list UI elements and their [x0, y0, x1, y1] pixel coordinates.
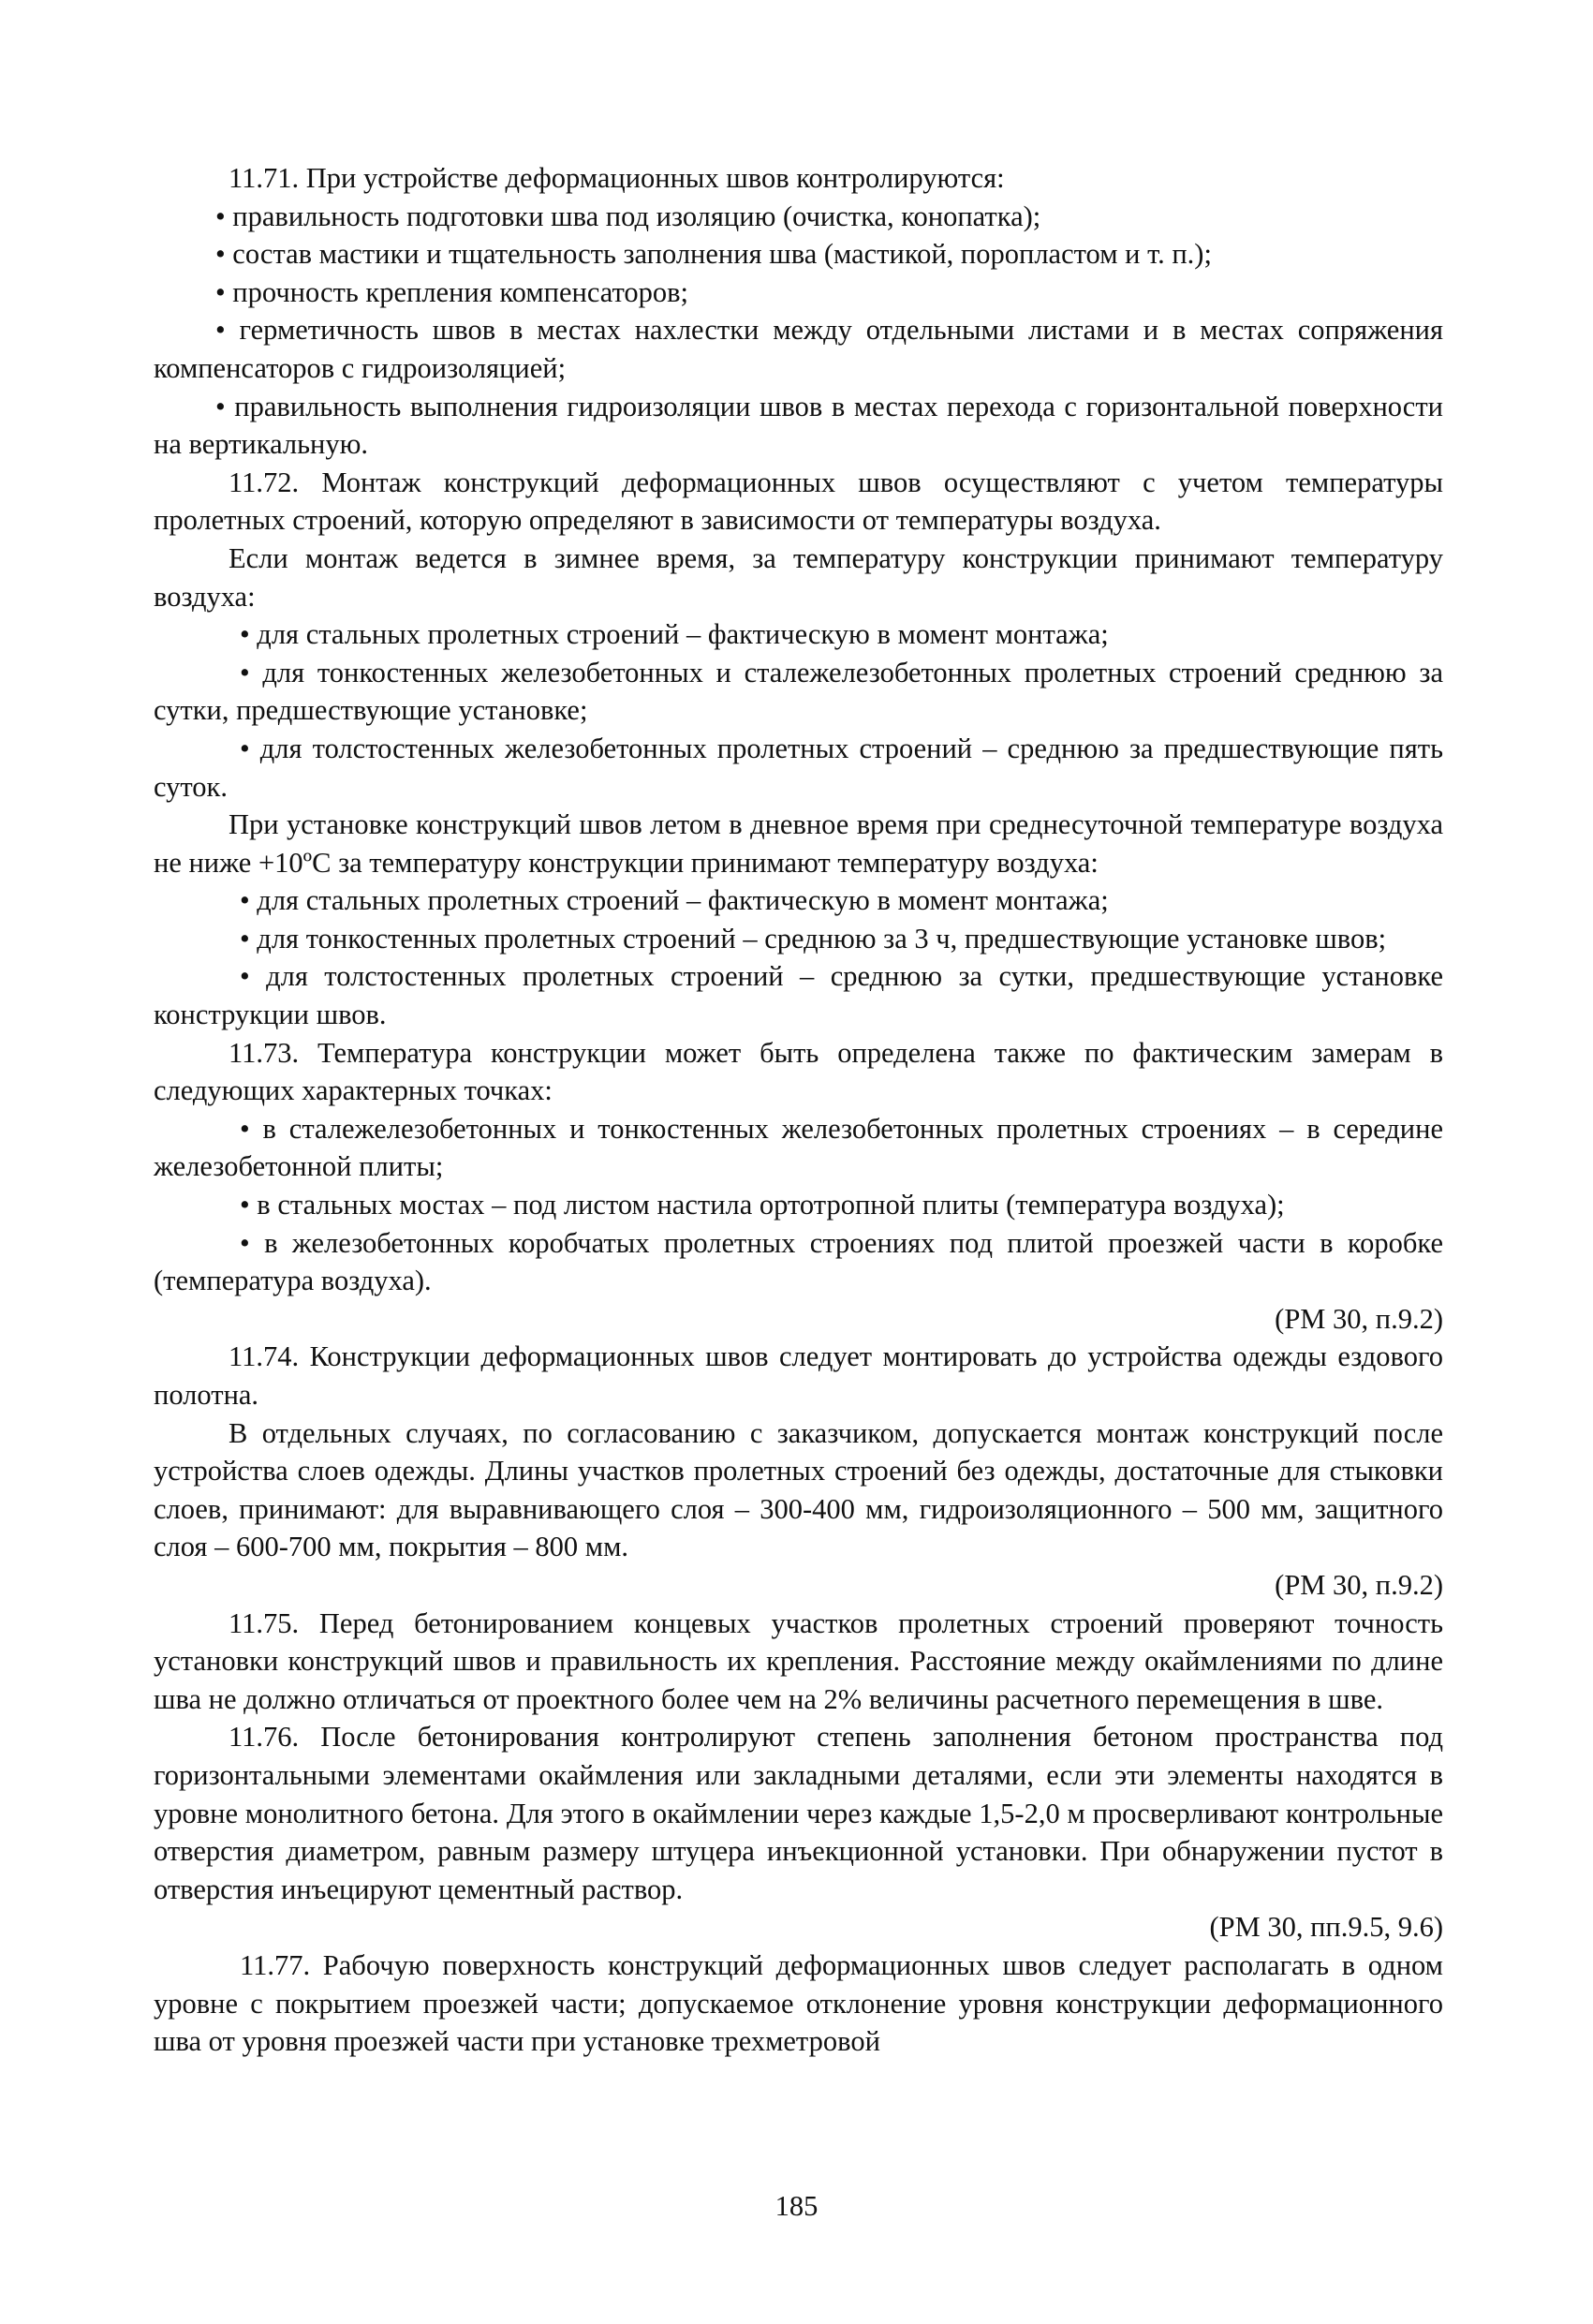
- bullet-item: • для тонкостенных железобетонных и сталежелезобетонных пролетных строений среднюю за сутки, предшествующие установке;: [154, 656, 1443, 727]
- bullet-item: • в стальных мостах – под листом настила ортотропной плиты (температура воздуха);: [240, 1189, 1285, 1221]
- bullet-item: • для стальных пролетных строений – фактическую в момент монтажа;: [240, 884, 1109, 917]
- paragraph: 11.75. Перед бетонированием концевых участков пролетных строений проверяют точность установки конструкций швов и правильность их крепления. Расстояние между окаймлениями по длине шва не должно отличаться от проектного более чем на 2% величины расчетного перемещения в шве.: [154, 1606, 1443, 1715]
- bullet-item: • состав мастики и тщательность заполнения шва (мастикой, поропластом и т. п.);: [215, 238, 1212, 271]
- paragraph: В отдельных случаях, по согласованию с заказчиком, допускается монтаж конструкций после устройства слоев одежды. Длины участков пролетных строений без одежды, достаточные для стыковки слоев, принимают: для выравнивающего слоя – 300-400 мм, гидроизоляционного – 500 мм, защитного слоя – 600-700 мм, покрытия – 800 мм.: [154, 1416, 1443, 1563]
- reference-note: (РМ 30, п.9.2): [1275, 1302, 1443, 1335]
- paragraph: 11.76. После бетонирования контролируют степень заполнения бетоном пространства под горизонтальными элементами окаймления или закладными деталями, если эти элементы находятся в уровне монолитного бетона. Для этого в окаймлении через каждые 1,5-2,0 м просверливают контрольные отверстия диаметром, равным размеру штуцера инъекционной установки. При обнаружении пустот в отверстия инъецируют цементный раствор.: [154, 1721, 1443, 1905]
- paragraph: При установке конструкций швов летом в дневное время при среднесуточной температуре воздуха не ниже +10ºС за температуру конструкции принимают температуру воздуха:: [154, 808, 1443, 879]
- bullet-item: • для толстостенных пролетных строений – среднюю за сутки, предшествующие установке конструкции швов.: [154, 960, 1443, 1031]
- bullet-item: • для стальных пролетных строений – фактическую в момент монтажа;: [240, 618, 1109, 651]
- paragraph: Если монтаж ведется в зимнее время, за температуру конструкции принимают температуру воздуха:: [154, 541, 1443, 613]
- reference-note: (РМ 30, п.9.2): [1275, 1568, 1443, 1601]
- paragraph: 11.71. При устройстве деформационных швов контролируются:: [229, 162, 1005, 194]
- page-number: 185: [774, 2190, 819, 2222]
- bullet-item: • прочность крепления компенсаторов;: [215, 275, 689, 308]
- paragraph: 11.77. Рабочую поверхность конструкций деформационных швов следует располагать в одном уровне с покрытием проезжей части; допускаемое отклонение уровня конструкции деформационного шва от уровня проезжей части при установке трехметровой: [154, 1948, 1443, 2058]
- bullet-item: • в железобетонных коробчатых пролетных строениях под плитой проезжей части в коробке (температура воздуха).: [154, 1226, 1443, 1297]
- bullet-item: • правильность подготовки шва под изоляцию (очистка, конопатка);: [215, 200, 1041, 232]
- paragraph: 11.73. Температура конструкции может быть определена также по фактическим замерам в следующих характерных точках:: [154, 1036, 1443, 1107]
- bullet-item: • герметичность швов в местах нахлестки между отдельными листами и в местах сопряжения компенсаторов с гидроизоляцией;: [154, 314, 1443, 384]
- bullet-item: • для толстостенных железобетонных пролетных строений – среднюю за предшествующие пять суток.: [154, 732, 1443, 803]
- bullet-item: • правильность выполнения гидроизоляции швов в местах перехода с горизонтальной поверхности на вертикальную.: [154, 390, 1443, 461]
- bullet-item: • в сталежелезобетонных и тонкостенных железобетонных пролетных строениях – в середине железобетонной плиты;: [154, 1112, 1443, 1183]
- bullet-item: • для тонкостенных пролетных строений – среднюю за 3 ч, предшествующие установке швов;: [240, 922, 1387, 955]
- reference-note: (РМ 30, пп.9.5, 9.6): [1209, 1911, 1443, 1944]
- paragraph: 11.74. Конструкции деформационных швов следует монтировать до устройства одежды ездового полотна.: [154, 1340, 1443, 1411]
- text-body: [154, 159, 1443, 2061]
- paragraph: 11.72. Монтаж конструкций деформационных швов осуществляют с учетом температуры пролетных строений, которую определяют в зависимости от температуры воздуха.: [154, 466, 1443, 537]
